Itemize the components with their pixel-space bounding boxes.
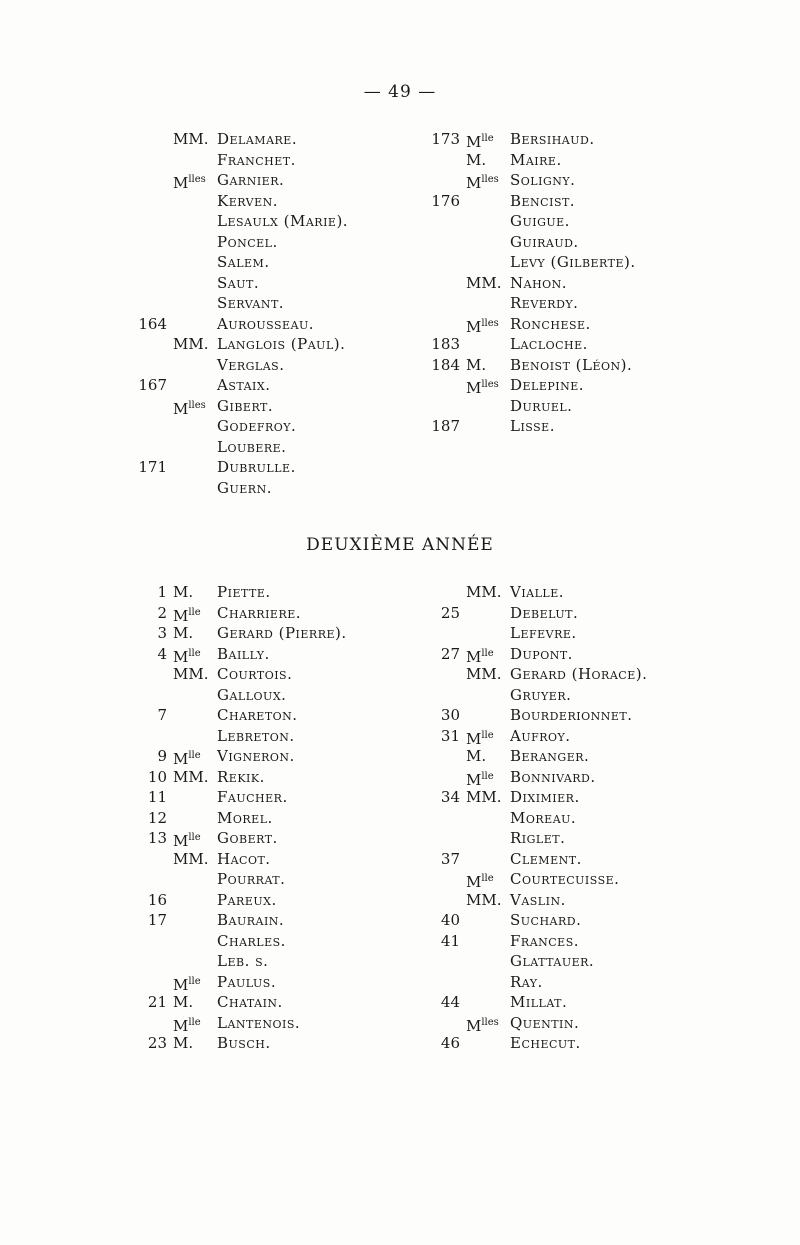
entry-name: Gruyer.: [510, 685, 572, 704]
entry-name: Langlois (Paul).: [217, 335, 346, 353]
entry-title: MM.: [466, 665, 502, 683]
entry-name: Frances.: [510, 931, 580, 950]
entry-title: $M^{lles}$: [173, 399, 206, 418]
entry-name: Bonnivard.: [510, 767, 596, 786]
entry-name: Bailly.: [217, 644, 270, 663]
entry-number: 176: [431, 191, 460, 210]
entry-title: M.: [466, 355, 487, 374]
entry-number: 1: [157, 583, 167, 601]
entry-name: Riglet.: [510, 829, 566, 847]
entry-title: $M^{lles}$: [466, 379, 499, 397]
entry-name: Soligny.: [510, 171, 576, 189]
page-number: — 49 —: [363, 82, 437, 102]
entry-name: Delepine.: [510, 376, 585, 394]
entry-name: Clement.: [510, 849, 582, 868]
entry-name: Baurain.: [217, 911, 285, 929]
entry-name: Benoist (Léon).: [510, 355, 633, 374]
entry-name: Aufroy.: [510, 726, 571, 745]
entry-name: Suchard.: [510, 911, 582, 929]
entry-title: M.: [173, 993, 194, 1011]
entry-name: Lefevre.: [510, 624, 577, 642]
entry-name: Moreau.: [510, 808, 577, 827]
entry-name: Levy (Gilberte).: [510, 253, 636, 271]
entry-name: Vaslin.: [510, 890, 566, 909]
entry-name: Nahon.: [510, 273, 568, 292]
entry-name: Debelut.: [510, 603, 579, 622]
entry-title: $M^{lles}$: [173, 174, 206, 192]
entry-name: Morel.: [217, 808, 273, 827]
entry-number: 34: [440, 788, 460, 806]
entry-name: Pourrat.: [217, 870, 286, 888]
entry-number: 7: [157, 706, 167, 724]
entry-title: $M^{lle}$: [173, 832, 201, 850]
entry-number: 17: [147, 911, 167, 929]
entry-title: $M^{lle}$: [173, 606, 201, 625]
entry-name: Rekik.: [217, 767, 265, 786]
entry-title: $M^{lle}$: [173, 1016, 201, 1035]
entry-number: 31: [440, 726, 460, 745]
entry-title: MM.: [173, 767, 209, 786]
entry-number: 44: [440, 993, 460, 1011]
entry-name: Verglas.: [217, 355, 285, 374]
entry-title: MM.: [173, 335, 209, 353]
entry-title: MM.: [173, 130, 209, 148]
entry-number: 3: [157, 624, 167, 642]
entry-number: 171: [138, 458, 167, 476]
entry-title: $M^{lle}$: [466, 729, 494, 748]
entry-name: Aurousseau.: [217, 314, 315, 333]
entry-name: Lebreton.: [217, 726, 295, 745]
entry-name: Guiraud.: [510, 232, 579, 251]
entry-title: $M^{lles}$: [466, 1016, 499, 1035]
entry-number: 11: [147, 788, 167, 806]
entry-number: 167: [138, 376, 167, 394]
entry-number: 40: [440, 911, 460, 929]
entry-name: Astaix.: [217, 376, 271, 394]
entry-name: Duruel.: [510, 396, 573, 415]
entry-name: Leb. s.: [217, 952, 269, 970]
entry-title: MM.: [466, 788, 502, 806]
entry-name: Busch.: [217, 1034, 271, 1052]
entry-name: Poncel.: [217, 232, 278, 251]
entry-name: Chareton.: [217, 706, 298, 724]
entry-title: M.: [466, 747, 487, 765]
entry-name: Guigue.: [510, 212, 570, 230]
entry-title: M.: [173, 624, 194, 642]
entry-name: Garnier.: [217, 171, 285, 189]
entry-number: 25: [440, 603, 460, 622]
entry-number: 27: [440, 644, 460, 663]
entry-title: $M^{lle}$: [466, 770, 494, 789]
entry-name: Guern.: [217, 478, 272, 497]
entry-number: 21: [147, 993, 167, 1011]
entry-number: 12: [147, 808, 167, 827]
entry-name: Beranger.: [510, 747, 590, 765]
entry-name: Godefroy.: [217, 417, 297, 435]
entry-number: 30: [440, 706, 460, 724]
entry-number: 10: [147, 767, 167, 786]
section-heading: DEUXIÈME ANNÉE: [306, 535, 494, 555]
entry-name: Galloux.: [217, 685, 287, 704]
entry-name: Gerard (Horace).: [510, 665, 648, 683]
entry-name: Reverdy.: [510, 294, 579, 312]
entry-name: Echecut.: [510, 1034, 581, 1052]
entry-name: Servant.: [217, 294, 285, 312]
entry-number: 183: [431, 335, 460, 353]
entry-name: Bencist.: [510, 191, 576, 210]
entry-name: Lesaulx (Marie).: [217, 212, 349, 230]
entry-name: Gobert.: [217, 829, 278, 847]
entry-title: M.: [466, 150, 487, 169]
entry-name: Salem.: [217, 253, 270, 271]
entry-name: Paulus.: [217, 972, 277, 991]
entry-title: $M^{lle}$: [173, 750, 201, 768]
entry-title: $M^{lle}$: [173, 975, 201, 994]
entry-title: M.: [173, 1034, 194, 1052]
entry-name: Lantenois.: [217, 1013, 301, 1032]
entry-number: 23: [147, 1034, 167, 1052]
entry-number: 41: [440, 931, 460, 950]
entry-name: Bersihaud.: [510, 130, 595, 148]
entry-number: 37: [440, 849, 460, 868]
entry-title: MM.: [466, 890, 502, 909]
entry-name: Vialle.: [510, 583, 565, 601]
entry-name: Gerard (Pierre).: [217, 624, 347, 642]
entry-name: Glattauer.: [510, 952, 595, 970]
entry-name: Diximier.: [510, 788, 580, 806]
entry-name: Faucher.: [217, 788, 288, 806]
entry-number: 173: [431, 130, 460, 148]
entry-name: Maire.: [510, 150, 562, 169]
entry-name: Vigneron.: [217, 747, 295, 765]
entry-number: 16: [147, 890, 167, 909]
entry-name: Delamare.: [217, 130, 298, 148]
entry-title: MM.: [466, 583, 502, 601]
entry-name: Hacot.: [217, 849, 271, 868]
entry-name: Chatain.: [217, 993, 283, 1011]
entry-title: $M^{lle}$: [173, 647, 201, 666]
entry-name: Ronchese.: [510, 314, 591, 333]
entry-number: 187: [431, 417, 460, 435]
entry-name: Kerven.: [217, 191, 278, 210]
entry-name: Ray.: [510, 972, 543, 991]
entry-title: $M^{lle}$: [466, 873, 494, 891]
entry-number: 4: [157, 644, 167, 663]
entry-name: Pareux.: [217, 890, 277, 909]
entry-number: 9: [157, 747, 167, 765]
entry-title: $M^{lles}$: [466, 174, 499, 192]
entry-title: $M^{lle}$: [466, 647, 494, 666]
entry-title: MM.: [173, 665, 209, 683]
entry-name: Lacloche.: [510, 335, 588, 353]
entry-name: Gibert.: [217, 396, 274, 415]
entry-number: 164: [138, 314, 167, 333]
entry-name: Bourderionnet.: [510, 706, 633, 724]
entry-name: Saut.: [217, 273, 260, 292]
entry-number: 13: [147, 829, 167, 847]
entry-name: Piette.: [217, 583, 271, 601]
entry-number: 46: [440, 1034, 460, 1052]
entry-name: Dubrulle.: [217, 458, 296, 476]
entry-number: 2: [157, 603, 167, 622]
entry-name: Charles.: [217, 931, 286, 950]
entry-name: Quentin.: [510, 1013, 580, 1032]
entry-name: Lisse.: [510, 417, 555, 435]
entry-number: 184: [431, 355, 460, 374]
entry-title: MM.: [173, 849, 209, 868]
entry-title: $M^{lles}$: [466, 317, 499, 336]
entry-name: Charriere.: [217, 603, 302, 622]
entry-title: MM.: [466, 273, 502, 292]
entry-title: M.: [173, 583, 194, 601]
entry-name: Courtois.: [217, 665, 293, 683]
entry-name: Millat.: [510, 993, 568, 1011]
entry-name: Loubere.: [217, 437, 287, 456]
entry-name: Franchet.: [217, 150, 296, 169]
entry-name: Courtecuisse.: [510, 870, 620, 888]
entry-title: $M^{lle}$: [466, 133, 494, 151]
entry-name: Dupont.: [510, 644, 573, 663]
